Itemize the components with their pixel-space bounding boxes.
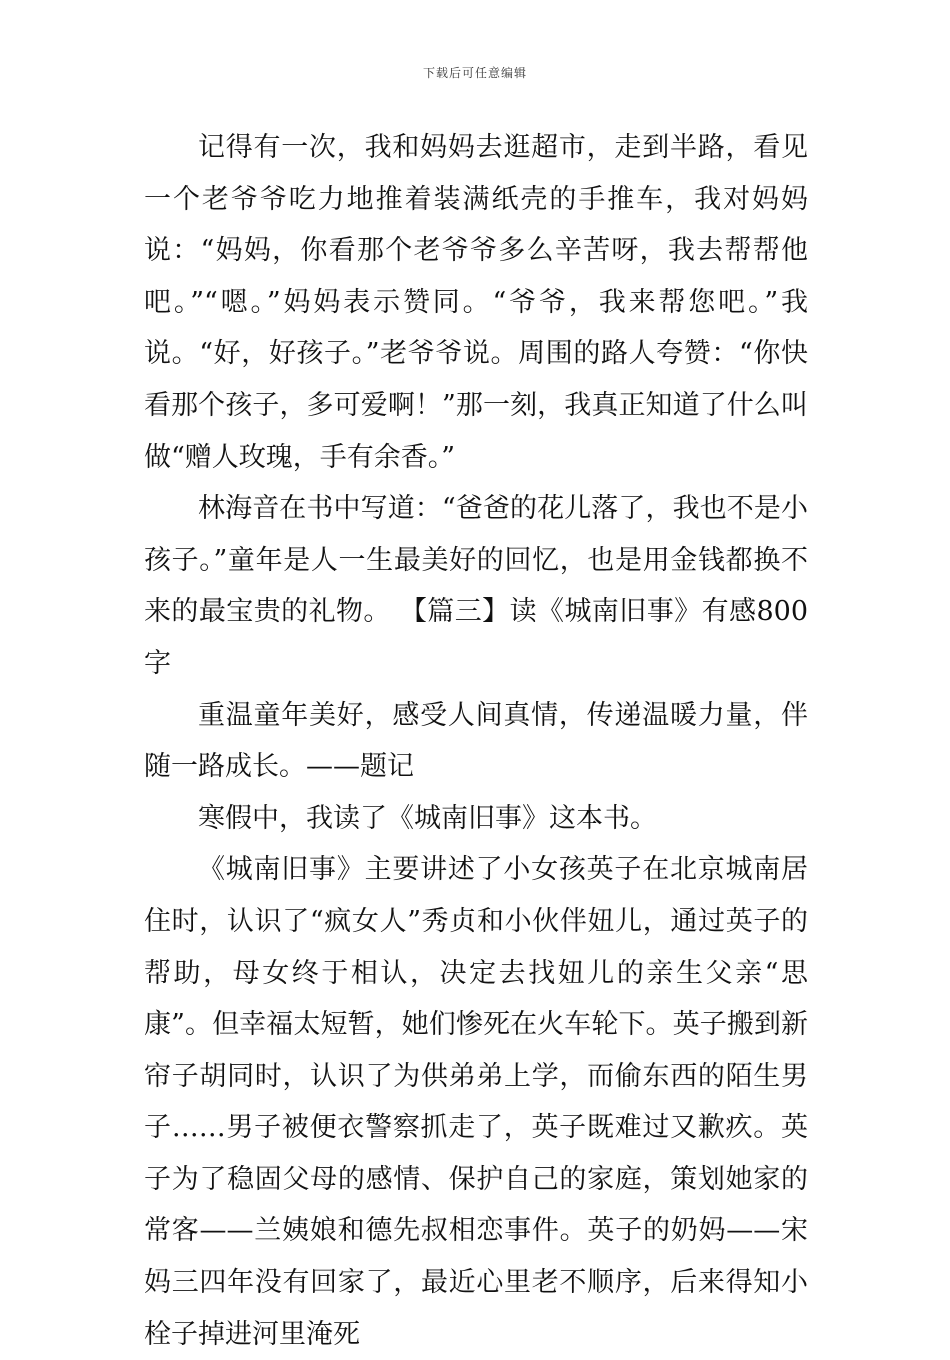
paragraph-4: 寒假中，我读了《城南旧事》这本书。 bbox=[198, 802, 657, 834]
document-body bbox=[144, 122, 808, 1360]
paragraph-5: 《城南旧事》主要讲述了小女孩英子在北京城南居住时，认识了“疯女人”秀贞和小伙伴妞儿，通过英子的帮助，母女终于相认，决定去找妞儿的亲生父亲“思康”。但幸福太短暂，她们惨死在火车轮下。英子搬到新帘子胡同时，认识了为供弟弟上学，而偷东西的陌生男子……男子被便衣警察抓走了，英子既难过又歉疚。英子为了稳固父母的感情、保护自己的家庭，策划她家的常客——兰姨娘和德先叔相恋事件。英子的奶妈——宋妈三四年没有回家了，最近心里老不顺序，后来得知小栓子掉进河里淹死 bbox=[144, 854, 808, 1350]
paragraph-2: 林海音在书中写道：“爸爸的花儿落了，我也不是小孩子。”童年是人一生最美好的回忆，也是用金钱都换不来的最宝贵的礼物。 【篇三】读《城南旧事》有感800字 bbox=[144, 493, 808, 679]
paragraph-3: 重温童年美好，感受人间真情，传递温暖力量，伴随一路成长。——题记 bbox=[144, 699, 808, 783]
page-header: 下载后可任意编辑 bbox=[422, 66, 527, 80]
paragraph-1: 记得有一次，我和妈妈去逛超市，走到半路，看见一个老爷爷吃力地推着装满纸壳的手推车，我对妈妈说：“妈妈，你看那个老爷爷多么辛苦呀，我去帮帮他吧。”“嗯。”妈妈表示赞同。“爷爷，我来帮您吧。”我说。“好，好孩子。”老爷爷说。周围的路人夸赞：“你快看那个孩子，多可爱啊！”那一刻，我真正知道了什么叫做“赠人玫瑰，手有余香。” bbox=[144, 132, 808, 473]
